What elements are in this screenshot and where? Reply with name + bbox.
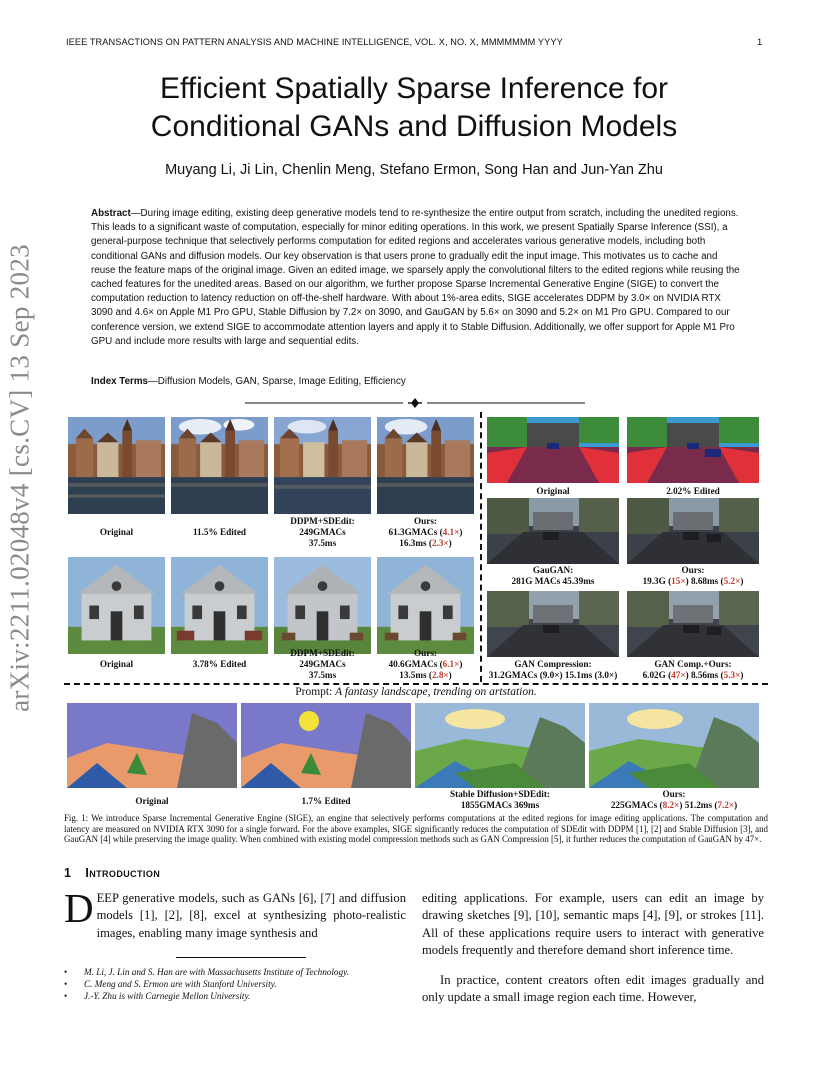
caption-part: ) (459, 659, 463, 669)
caption-line: 249GMACs (299, 527, 346, 537)
caption-line: Ours: (662, 789, 686, 799)
index-terms-text: —Diffusion Models, GAN, Sparse, Image Editing, Efficiency (148, 376, 406, 387)
caption-row3-edited: 1.7% Edited (301, 796, 351, 806)
caption-line (589, 800, 759, 811)
caption-gancomp-ours (622, 659, 764, 681)
section-number: 1 (64, 866, 72, 880)
prompt-label: Prompt: (295, 686, 336, 698)
caption-part: ) 8.56ms ( (685, 670, 724, 680)
footnote-rule (176, 957, 306, 958)
figure-image-church-original (68, 557, 165, 654)
figure-image-canal-original (68, 417, 165, 514)
caption-line (367, 659, 484, 670)
caption-line: Ours: (414, 516, 437, 526)
figure-image-segmap-original (487, 417, 619, 483)
arxiv-stamp-text: arXiv:2211.02048v4 [cs.CV] 13 Sep 2023 (4, 244, 35, 712)
caption-line (367, 538, 484, 549)
caption-line (622, 670, 764, 681)
body-column-right (422, 890, 764, 1006)
caption-gaugan-ours (617, 565, 769, 587)
footnote-item: • M. Li, J. Lin and S. Han are with Massachusetts Institute of Technology. (64, 966, 414, 978)
figure-caption: Fig. 1: We introduce Sparse Incremental Generative Engine (SIGE), an engine that selectively performs computations at the edited regions for image editing applications. The computation and latency are measured on NVIDIA RTX 3090 for a single forward. For the above examples, SIGE significantly reduces the computation of SDEdit with DDPM [1], [2] and Stable Diffusion [3], and GauGAN [4] while preserving the image quality. When combined with existing model compression methods such as GAN Compression [5], it further reduces the computation of GauGAN by 47×. (64, 813, 768, 845)
caption-row1-ours (367, 516, 484, 549)
caption-line: DDPM+SDEdit: (290, 648, 355, 658)
caption-line: 37.5ms (308, 538, 337, 548)
caption-part: ) 8.68ms ( (685, 576, 724, 586)
speedup-value: 7.2× (717, 800, 735, 810)
figure-image-street-gancomp-ours (627, 591, 759, 657)
footnote-item: • J.-Y. Zhu is with Carnegie Mellon University. (64, 990, 414, 1002)
caption-segmap-original: Original (536, 486, 570, 496)
caption-line: 249GMACs (299, 659, 346, 669)
figure-image-church-edited (171, 557, 268, 654)
figure-image-landscape-original (67, 703, 237, 788)
speedup-value: 5.2× (723, 576, 741, 586)
abstract-label: Abstract (91, 208, 131, 219)
caption-part: ) 51.2ms ( (679, 800, 718, 810)
caption-line: GauGAN: (532, 565, 574, 575)
body-column-left (64, 885, 406, 942)
caption-part: ) (740, 576, 744, 586)
caption-row1-edited: 11.5% Edited (192, 527, 247, 537)
caption-part: 225GMACs ( (610, 800, 663, 810)
figure-image-landscape-edited (241, 703, 411, 788)
speedup-value: 5.3× (723, 670, 741, 680)
figure-image-street-gancompression (487, 591, 619, 657)
caption-part: ) (740, 670, 744, 680)
section-heading (64, 866, 160, 880)
caption-line: GAN Compression: (514, 659, 592, 669)
caption-part: 40.6GMACs ( (388, 659, 443, 669)
speedup-value: 2.8× (431, 670, 449, 680)
footnote-item: • C. Meng and S. Ermon are with Stanford University. (64, 978, 414, 990)
caption-row3-ours (589, 789, 759, 811)
figure-image-street-ours (627, 498, 759, 564)
speedup-value: 2.3× (431, 538, 449, 548)
caption-row2-ours (367, 648, 484, 681)
figure-image-landscape-ours (589, 703, 759, 788)
figure-vertical-separator (480, 412, 482, 682)
figure-image-canal-ours (377, 417, 474, 514)
caption-line: GAN Comp.+Ours: (654, 659, 732, 669)
figure-horizontal-separator (64, 683, 768, 685)
caption-line: Stable Diffusion+SDEdit: (450, 789, 550, 799)
figure-image-church-ddpm (274, 557, 371, 654)
caption-line (617, 576, 769, 587)
title-line-1: Efficient Spatially Sparse Inference for (159, 72, 669, 105)
caption-row2-original: Original (99, 659, 134, 669)
speedup-value: 15× (671, 576, 686, 586)
caption-line: 281G MACs 45.39ms (511, 576, 595, 586)
drop-cap: D (64, 885, 94, 931)
body-paragraph: In practice, content creators often edit images gradually and only update a small image region each time. However, (422, 972, 764, 1005)
figure-image-church-ours (377, 557, 474, 654)
caption-row3-sd (415, 789, 585, 811)
caption-part: 16.3ms ( (399, 538, 432, 548)
author-list: Muyang Li, Ji Lin, Chenlin Meng, Stefano Ermon, Song Han and Jun-Yan Zhu (165, 162, 663, 178)
caption-part: ) (448, 670, 452, 680)
caption-row2-ddpm (264, 648, 381, 681)
caption-line: 37.5ms (308, 670, 337, 680)
body-text-left: EEP generative models, such as GANs [6], [7] and diffusion models [1], [2], [8], excel at synthesizing photo-realistic images, enabling many image synthesis and (96, 891, 406, 940)
caption-row1-ddpm (264, 516, 381, 549)
caption-part: ) (459, 527, 463, 537)
caption-line (367, 670, 484, 681)
caption-line: DDPM+SDEdit: (290, 516, 355, 526)
page-number: 1 (757, 37, 763, 48)
caption-gancompression (482, 659, 624, 681)
caption-line: Ours: (681, 565, 705, 575)
caption-part: ) (448, 538, 452, 548)
figure-image-landscape-sd (415, 703, 585, 788)
arxiv-side-stamp (0, 0, 40, 1072)
title-line-2: Conditional GANs and Diffusion Models (150, 110, 678, 143)
figure-image-canal-edited (171, 417, 268, 514)
caption-part: 61.3GMACs ( (388, 527, 443, 537)
index-terms (91, 376, 743, 387)
footnotes (64, 966, 414, 1002)
caption-gaugan (487, 565, 619, 587)
caption-part: ) (734, 800, 738, 810)
abstract-text: —During image editing, existing deep generative models tend to re-synthesize the entire output from scratch, including the unedited regions. This leads to a significant waste of computation, especially for minor editing operations. In this work, we present Spatially Sparse Inference (SSI), a general-purpose technique that selectively performs computation for edited regions and accelerates various generative models, including both conditional GANs and diffusion models. Our key observation is that users prone to gradually edit the input image. This motivates us to cache and reuse the feature maps of the original image. Given an edited image, we sparsely apply the convolutional filters to the edited regions while reusing the cached features for the unedited areas. Based on our algorithm, we further propose Sparse Incremental Generative Engine (SIGE) to convert the computation reduction to latency reduction on off-the-shelf hardware. With about 1%-area edits, SIGE accelerates DDPM by 3.0× on NVIDIA RTX 3090 and 4.6× on Apple M1 Pro GPU, Stable Diffusion by 7.2× on 3090, and GauGAN by 5.6× on 3090 and 5.2× on M1 Pro GPU. Compared to our conference version, we extend SIGE to accommodate attention layers and apply it to Stable Diffusion. Additionally, we offer support for Apple M1 Pro GPU and include more results with large and sequential edits. (91, 208, 740, 347)
caption-row1-original: Original (99, 527, 134, 537)
caption-row3-original: Original (135, 796, 169, 806)
caption-line: 1855GMACs 369ms (460, 800, 540, 810)
caption-line: Ours: (414, 648, 437, 658)
caption-line: 31.2GMACs (9.0×) 15.1ms (3.0×) (488, 670, 618, 680)
section-title: Introduction (85, 866, 161, 880)
speedup-value: 4.1× (442, 527, 460, 537)
speedup-value: 6.1× (442, 659, 460, 669)
caption-row2-edited: 3.78% Edited (192, 659, 247, 669)
caption-part: 19.3G ( (642, 576, 672, 586)
abstract (91, 207, 743, 349)
figure-image-street-gaugan (487, 498, 619, 564)
caption-line (367, 527, 484, 538)
index-terms-label: Index Terms (91, 376, 148, 387)
figure-image-canal-ddpm (274, 417, 371, 514)
body-paragraph: editing applications. For example, users can edit an image by drawing sketches [9], [10], semantic maps [4], [9], or strokes [11]. All of these applications require users to interact with generative models frequently and therefore demand short inference time. (422, 891, 764, 958)
running-head: IEEE TRANSACTIONS ON PATTERN ANALYSIS AND MACHINE INTELLIGENCE, VOL. X, NO. X, MMMMMMM YYYY (66, 37, 563, 47)
figure-image-segmap-edited (627, 417, 759, 483)
caption-segmap-edited: 2.02% Edited (666, 486, 720, 496)
speedup-value: 47× (671, 670, 686, 680)
caption-part: 13.5ms ( (399, 670, 432, 680)
section-divider (245, 398, 585, 408)
caption-part: 6.02G ( (642, 670, 672, 680)
paper-title (100, 70, 728, 146)
speedup-value: 8.2× (662, 800, 680, 810)
prompt-text: A fantasy landscape, trending on artstation. (335, 686, 537, 698)
figure-prompt (64, 686, 768, 698)
